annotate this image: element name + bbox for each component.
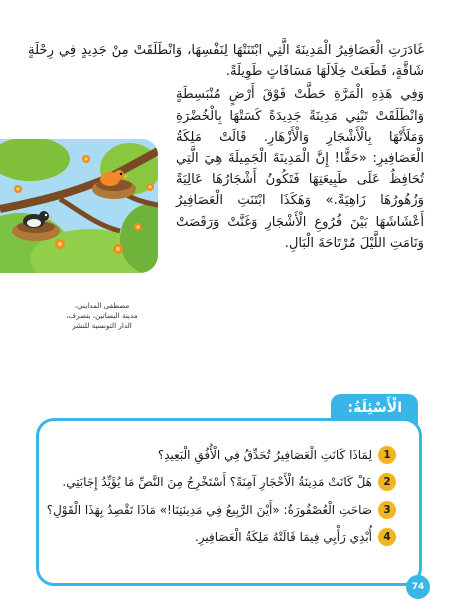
credit-book: مدينة البساتين، بتصرف، [66, 311, 138, 320]
question-number-badge: 4 [378, 528, 396, 546]
question-text: لِمَاذَا كَانَتِ الْعَصَافِيرُ تُحَدِّقُ فِي الْأُفُقِ الْبَعِيدِ؟ [157, 447, 372, 462]
illustration-spacer [0, 82, 166, 260]
question-item [56, 524, 396, 552]
question-text: صَاحَتِ الْعُصْفُورَةُ: «أَيْنَ الرَّبِيعُ فِي مَدِينَتِنَا!» مَاذَا تَقْصِدُ بِهَذَا الْقَوْلِ؟ [46, 502, 372, 517]
page-number: 74 [406, 575, 430, 599]
story-text [28, 40, 424, 260]
source-credit [52, 301, 152, 331]
question-item [56, 469, 396, 497]
story-paragraph-2: وَفِي هَذِهِ الْمَرَّةِ حَطَّتْ فَوْقَ أَرْضٍ مُنْبَسِطَةٍ وَانْطَلَقَتْ تَبْنِي مَدِينَةً جَدِيدَةً كَسَتْهَا بِالْخُضْرَةِ وَمَلَأَتْهَا بِالْأَشْجَارِ وَالْأَزْهَارِ. قَالَتْ مَلِكَةُ الْعَصَافِيرِ: «حَقًّا! إِنَّ الْمَدِينَةَ الْجَمِيلَةَ هِيَ الَّتِي تُحَافِظُ عَلَى طَبِيعَتِهَا فَتَكُونُ أَشْجَارُهَا عَالِيَةً وَزُهُورُهَا زَاهِيَةً.» وَهَكَذَا ابْتَنَتِ الْعَصَافِيرُ أَعْشَاشَهَا بَيْنَ فُرُوعِ الْأَشْجَارِ وَغَنَّتْ وَرَقَصَتْ وَنَامَتِ اللَّيْلَ مُرْتَاحَةَ الْبَالِ. [176, 87, 424, 251]
question-number-badge: 3 [378, 501, 396, 519]
question-item [46, 496, 396, 524]
question-item [56, 441, 396, 469]
question-text: أُبْدِي رَأْيِي فِيمَا قَالَتْهُ مَلِكَةُ الْعَصَافِيرِ. [194, 530, 372, 545]
credit-publisher: الدار التونسية للنشر [72, 321, 132, 330]
questions-title: الْأَسْئِلَةُ: [331, 394, 418, 426]
question-number-badge: 2 [378, 473, 396, 491]
credit-author: مصطفى المدايني، [74, 301, 130, 310]
question-number-badge: 1 [378, 446, 396, 464]
question-text: هَلْ كَانَتْ مَدِينَةُ الْأَحْجَارِ آمِنَةً؟ أَسْتَخْرِجُ مِنَ النَّصِّ مَا يُؤَيِّدُ إِجَابَتِي. [62, 475, 372, 490]
story-paragraph-1: غَادَرَتِ الْعَصَافِيرُ الْمَدِينَةَ الَّتِي ابْتَنَتْهَا لِنَفْسِهَا، وَانْطَلَقَتْ مِنْ جَدِيدٍ فِي رِحْلَةٍ شَاقَّةٍ، قَطَعَتْ خِلَالَهَا مَسَافَاتٍ طَوِيلَةً. [28, 43, 424, 80]
questions-list [46, 441, 396, 551]
